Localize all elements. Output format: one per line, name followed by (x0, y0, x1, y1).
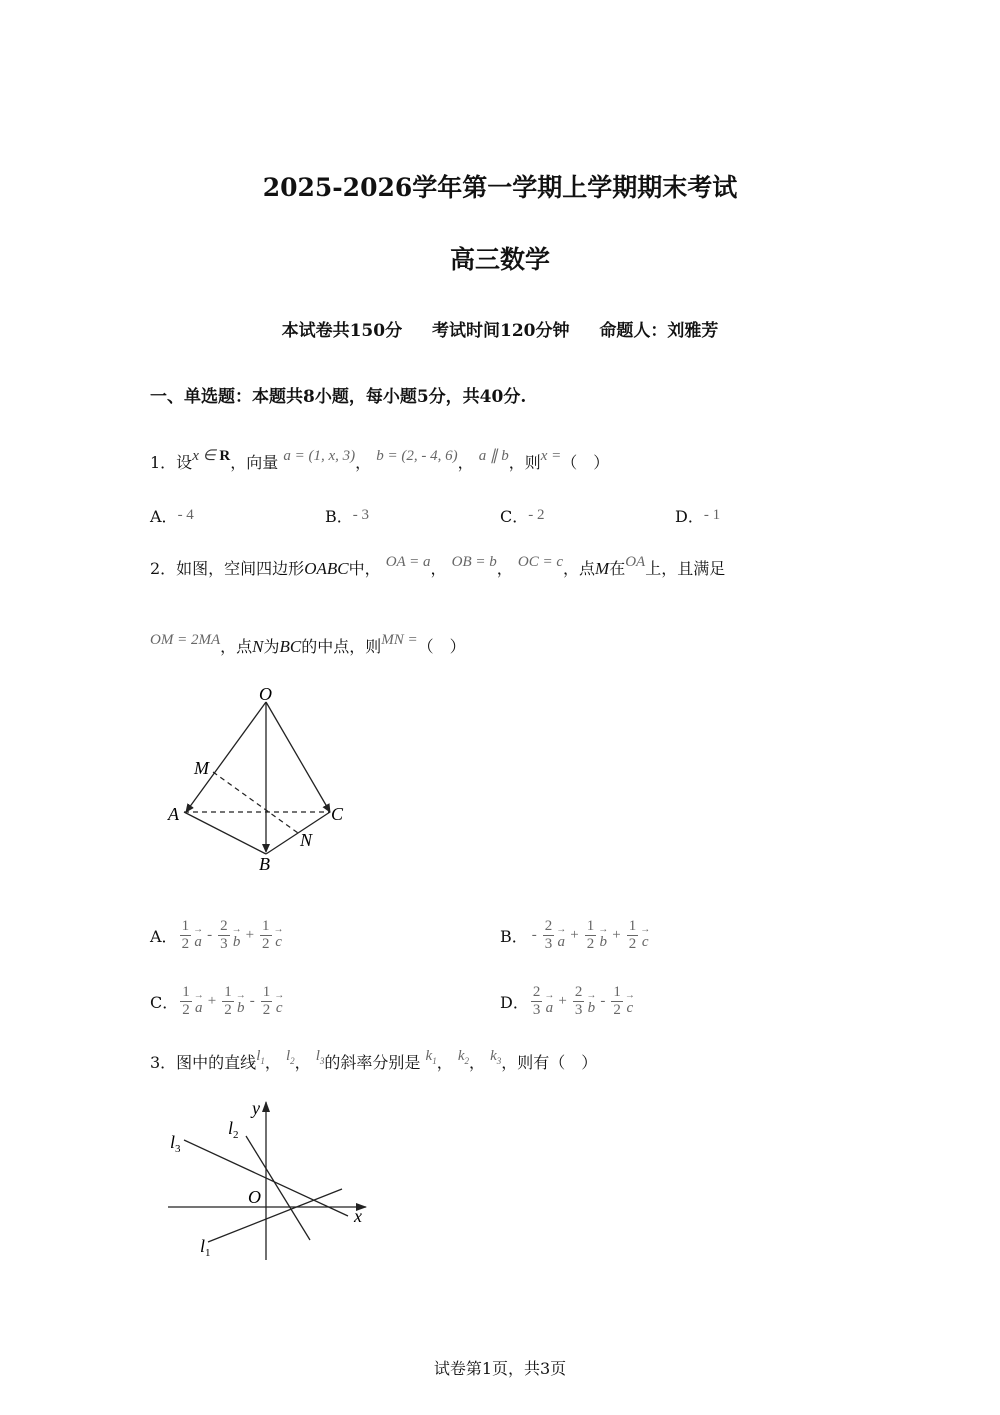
vector-a (193, 924, 203, 948)
q2-m: M (595, 559, 610, 578)
vector-letter: a (557, 933, 566, 950)
q2-text-1: 中， (348, 559, 381, 578)
term-sign: + (207, 993, 217, 1009)
q2-option-c[interactable] (150, 984, 284, 1019)
q3-k2-sub: 2 (464, 1056, 469, 1066)
q3-l3 (316, 1048, 325, 1064)
q3-l1-sub: 1 (260, 1056, 265, 1066)
q2-comma-1: ， (430, 559, 447, 578)
option-label: C． (500, 507, 529, 526)
lines-figure (160, 1090, 380, 1270)
vector-letter: c (275, 933, 282, 950)
q3-l3-sub: 3 (319, 1056, 325, 1066)
label-l3 (170, 1132, 181, 1155)
q1-option-a[interactable] (150, 504, 194, 527)
q1-comma-2: ， (457, 453, 474, 472)
fraction-numerator: 1 (262, 918, 270, 934)
edge-ab (184, 812, 266, 854)
q2-text-5: ，点 (220, 637, 253, 656)
q3-comma: ， (468, 1053, 485, 1072)
term-sign: + (612, 927, 621, 943)
q3-comma: ， (264, 1053, 281, 1072)
option-term (204, 984, 246, 1019)
fraction-denominator: 2 (181, 936, 190, 952)
fraction-denominator: 2 (182, 1002, 190, 1018)
fraction-denominator: 2 (613, 1002, 621, 1018)
term-sign: - (207, 927, 213, 943)
option-label: D． (675, 507, 704, 526)
q1-vector-a: a = (1, x, 3) (283, 448, 356, 464)
fraction-numerator: 2 (220, 918, 228, 934)
option-term (528, 918, 567, 953)
fraction-denominator: 2 (262, 936, 270, 952)
vector-b (598, 924, 608, 948)
q2-option-d[interactable] (500, 984, 635, 1019)
q3-k2 (458, 1048, 469, 1064)
option-label: B． (325, 507, 353, 526)
label-c: C (331, 804, 344, 824)
vector-c (640, 924, 650, 948)
term-sign: + (558, 993, 567, 1009)
edge-oa (186, 702, 266, 812)
q1-x-eq: x = (540, 448, 562, 464)
term-fraction (531, 984, 543, 1019)
vector-arrow: → (193, 989, 204, 1001)
term-sign: - (531, 927, 537, 943)
q3-comma: ， (294, 1053, 311, 1072)
fraction-denominator: 2 (262, 1002, 271, 1018)
label-l2 (228, 1118, 239, 1141)
q2-oa: OA = a (385, 554, 431, 570)
term-sign: - (249, 993, 255, 1009)
q1-text-2: ，则 (508, 453, 541, 472)
label-a: A (168, 804, 179, 824)
q3-k3-letter: k (490, 1048, 497, 1064)
q1-real-set: R (219, 448, 231, 464)
tetrahedron-figure (160, 680, 360, 875)
label-y: y (252, 1098, 260, 1118)
q3-k1-letter: k (425, 1048, 433, 1064)
vector-b (232, 924, 242, 948)
term-fraction (222, 984, 234, 1019)
option-term (246, 984, 285, 1019)
option-term (596, 984, 635, 1019)
q2-text-3: 在 (609, 559, 626, 578)
vector-b (236, 990, 246, 1014)
q1-text-1: ，向量 (230, 453, 279, 472)
q1-num: 1．设 (150, 453, 193, 472)
q3-k3 (490, 1048, 501, 1064)
q1-parallel: a ∥ b (478, 448, 509, 464)
exam-subject: 高三数学 (449, 245, 550, 274)
q3-l2-sub: 2 (290, 1056, 295, 1066)
vector-a (194, 990, 204, 1014)
q1-comma-1: ， (355, 453, 372, 472)
q2-ob: OB = b (451, 554, 497, 570)
q2-option-b[interactable] (500, 918, 650, 953)
q2-text-0: 2．如图，空间四边形 (150, 559, 305, 578)
q3-k1 (426, 1048, 437, 1064)
option-term (178, 984, 204, 1019)
vector-letter: a (195, 999, 203, 1016)
author: 命题人：刘雅芳 (599, 321, 719, 341)
option-term (566, 918, 608, 953)
q2-bc: BC (279, 637, 302, 656)
q2-oc: OC = c (517, 554, 564, 570)
option-term (608, 918, 650, 953)
fraction-numerator: 1 (182, 984, 190, 1000)
question-1 (150, 450, 609, 473)
label-l3-sub: 3 (175, 1143, 181, 1155)
vector-c (274, 924, 284, 948)
q2-comma-2: ， (496, 559, 513, 578)
label-l3-letter: l (170, 1132, 176, 1152)
q1-option-c[interactable] (500, 504, 545, 527)
term-fraction (180, 918, 192, 953)
label-n: N (300, 830, 313, 850)
q3-text-2: ，则有 (501, 1053, 550, 1072)
question-2-line-2 (150, 634, 466, 657)
fraction-denominator: 3 (544, 936, 553, 952)
label-l1 (200, 1236, 211, 1259)
exam-info (0, 316, 1000, 341)
option-label: C． (150, 993, 179, 1012)
q2-option-a[interactable] (150, 918, 284, 953)
q3-text-1: 的斜率分别是 (324, 1053, 421, 1072)
q2-text-7: 的中点，则 (301, 637, 382, 656)
label-b: B (259, 854, 270, 874)
vector-arrow: → (544, 989, 555, 1001)
fraction-denominator: 2 (586, 936, 595, 952)
q2-n: N (252, 637, 264, 656)
exam-title: 2025-2026学年第一学期上学期期末考试 (262, 173, 738, 202)
q1-paren: （ ） (561, 453, 610, 472)
fraction-numerator: 1 (224, 984, 232, 1000)
q1-option-b[interactable] (325, 504, 369, 527)
q1-var-x: x ∈ (192, 448, 220, 464)
fraction-numerator: 2 (574, 984, 583, 1000)
vector-a (556, 924, 566, 948)
question-3 (150, 1050, 597, 1074)
option-value: - 4 (177, 507, 194, 523)
edge-oc (266, 702, 330, 812)
fraction-denominator: 3 (220, 936, 228, 952)
fraction-numerator: 1 (613, 984, 621, 1000)
fraction-numerator: 1 (628, 918, 637, 934)
q2-text-6: 为 (263, 637, 280, 656)
q3-k1-sub: 1 (432, 1056, 437, 1066)
q3-paren: （ ） (549, 1053, 598, 1072)
q3-l2-letter: l (285, 1048, 291, 1064)
option-label: A． (150, 507, 178, 526)
q2-text-2: ，点 (563, 559, 596, 578)
term-fraction (261, 984, 273, 1019)
term-fraction (627, 918, 639, 953)
vector-arrow: → (556, 923, 567, 935)
vector-arrow: → (231, 923, 242, 935)
vector-arrow: → (586, 989, 597, 1001)
q2-mn: MN = (381, 632, 418, 648)
vector-arrow: → (235, 989, 246, 1001)
option-term (203, 918, 242, 953)
vector-arrow: → (274, 989, 285, 1001)
q2-text-4: 上，且满足 (645, 559, 726, 578)
label-l1-letter: l (200, 1236, 206, 1256)
fraction-denominator: 2 (628, 936, 637, 952)
option-label: A． (150, 927, 178, 946)
term-fraction (611, 984, 623, 1019)
vector-arrow: → (640, 923, 651, 935)
option-value: - 2 (528, 507, 545, 523)
vector-letter: a (545, 999, 554, 1016)
option-label: D． (500, 993, 529, 1012)
label-x: x (354, 1206, 362, 1226)
label-l1-sub: 1 (205, 1247, 211, 1259)
term-fraction (218, 918, 230, 953)
fraction-numerator: 1 (181, 918, 190, 934)
term-fraction (543, 918, 555, 953)
vector-arrow: → (598, 923, 609, 935)
option-value: - 3 (352, 507, 370, 523)
vector-letter: a (194, 933, 202, 950)
q3-l1-letter: l (256, 1048, 261, 1064)
q3-k2-letter: k (457, 1048, 465, 1064)
term-sign: + (245, 927, 255, 943)
vector-letter: b (599, 933, 607, 950)
q3-l3-letter: l (315, 1048, 320, 1064)
option-term (242, 918, 284, 953)
vector-a (544, 990, 554, 1014)
term-fraction (180, 984, 192, 1019)
q3-l1 (256, 1048, 265, 1064)
q3-l2 (286, 1048, 295, 1064)
term-fraction (573, 984, 585, 1019)
vector-letter: b (587, 999, 596, 1016)
fraction-numerator: 1 (586, 918, 595, 934)
q2-oabc: OABC (304, 559, 349, 578)
vector-b (586, 990, 596, 1014)
q1-option-d[interactable] (675, 504, 720, 527)
label-origin: O (248, 1187, 261, 1207)
fraction-numerator: 1 (262, 984, 271, 1000)
duration: 考试时间120分钟 (432, 321, 570, 341)
q3-k3-sub: 3 (496, 1056, 502, 1066)
fraction-denominator: 3 (532, 1002, 541, 1018)
fraction-numerator: 2 (532, 984, 541, 1000)
vector-c (274, 990, 284, 1014)
fraction-numerator: 2 (544, 918, 553, 934)
label-l2-sub: 2 (233, 1129, 239, 1141)
term-fraction (260, 918, 272, 953)
option-term (529, 984, 555, 1019)
option-label: B． (500, 927, 528, 946)
q1-vector-b: b = (2, - 4, 6) (376, 448, 458, 464)
fraction-denominator: 3 (574, 1002, 583, 1018)
vector-letter: b (232, 933, 241, 950)
vector-c (625, 990, 635, 1014)
q2-paren: （ ） (417, 637, 466, 656)
option-value: - 1 (703, 507, 721, 523)
vector-arrow: → (193, 923, 204, 935)
q3-text-0: 3．图中的直线 (150, 1053, 257, 1072)
vector-letter: b (236, 999, 245, 1016)
total-score: 本试卷共150分 (281, 321, 403, 341)
vector-letter: c (275, 999, 283, 1016)
q2-om: OM = 2MA (150, 632, 221, 648)
term-sign: - (600, 993, 606, 1009)
vector-arrow: → (273, 923, 284, 935)
fraction-denominator: 2 (224, 1002, 232, 1018)
line-l1 (208, 1189, 342, 1242)
q2-oa-2: OA (625, 554, 646, 570)
section-heading: 一、单选题：本题共8小题，每小题5分，共40分. (150, 387, 527, 407)
vector-arrow: → (624, 989, 635, 1001)
vector-letter: c (626, 999, 634, 1016)
vector-letter: c (641, 933, 649, 950)
label-o: O (259, 684, 272, 704)
segment-mn-dashed (213, 772, 298, 833)
label-m: M (194, 758, 209, 778)
question-2 (150, 556, 725, 579)
term-fraction (585, 918, 597, 953)
option-term (178, 918, 204, 953)
page-footer: 试卷第1页，共3页 (433, 1359, 567, 1378)
q3-comma: ， (436, 1053, 453, 1072)
option-term (554, 984, 596, 1019)
label-l2-letter: l (228, 1118, 234, 1138)
term-sign: + (570, 927, 579, 943)
